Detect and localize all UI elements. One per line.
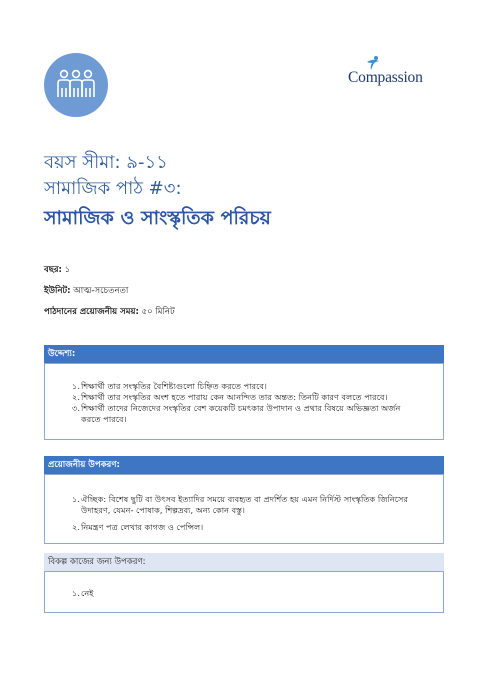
lesson-number: সামাজিক পাঠ #৩:: [44, 178, 182, 199]
time-label: পাঠদানের প্রয়োজনীয় সময়:: [44, 307, 139, 317]
list-item: ২. শিক্ষার্থী তার সংস্কৃতির অংশ হতে পারায় কেন আনন্দিত তার অন্তত: তিনটি কারণ বলতে পারবে।: [72, 392, 388, 402]
list-item: ৩. শিক্ষার্থী তাদের নিজেদের সংস্কৃতির বেশ কয়েকটি চমৎকার উপাদান ও প্রথার বিষয়ে অভিজ্ঞতা অর্জন করতে পারবে।: [72, 403, 401, 424]
year-value: ১: [61, 265, 71, 275]
lesson-title: সামাজিক ও সাংস্কৃতিক পরিচয়: [44, 207, 271, 229]
materials-heading: প্রয়োজনীয় উপকরণ:: [44, 456, 444, 474]
time-value: ৫০ মিনিট: [138, 307, 175, 317]
materials-list: [72, 494, 417, 533]
objectives-heading: উদ্দেশ্য:: [44, 345, 444, 363]
meta-year: [44, 263, 70, 277]
unit-label: ইউনিট:: [44, 286, 71, 296]
meta-time: [44, 305, 175, 319]
group-of-people-icon: [44, 53, 108, 117]
list-item: ১. নেই: [72, 588, 94, 598]
age-range: বয়স সীমা: ৯-১১: [44, 152, 168, 173]
objectives-list: [72, 381, 417, 425]
alternative-heading: বিকল্প কাজের জন্য উপকরণ:: [44, 553, 444, 571]
compassion-brand: [348, 55, 448, 95]
unit-value: আত্ম-সচেতনতা: [70, 286, 129, 296]
group-logo: [44, 53, 108, 117]
list-item: ১. ঐচ্ছিক: বিশেষ ছুটি বা উৎসব ইত্যাদির সময়ে ব্যবহৃত বা প্রদর্শিত হয় এমন নির্দিস্ট সাংস্কৃতিক জিনিসের উদাহরণ, যেমন- পোষাক, শিল্পদ্রব্য, অন্য কোন বস্তু।: [72, 494, 408, 515]
list-item: ২. নিমন্ত্রণ পত্র লেখার কাগজ ও পেন্সিল।: [72, 522, 204, 532]
meta-unit: [44, 284, 128, 298]
year-label: বছর:: [44, 265, 62, 275]
list-item: ১. শিক্ষার্থী তার সংস্কৃতির বৈশিষ্ট্যগুলো চিহ্নিত করতে পারবে।: [72, 381, 267, 391]
brand-name: Compassion: [348, 69, 423, 86]
alternative-list: [72, 588, 417, 599]
